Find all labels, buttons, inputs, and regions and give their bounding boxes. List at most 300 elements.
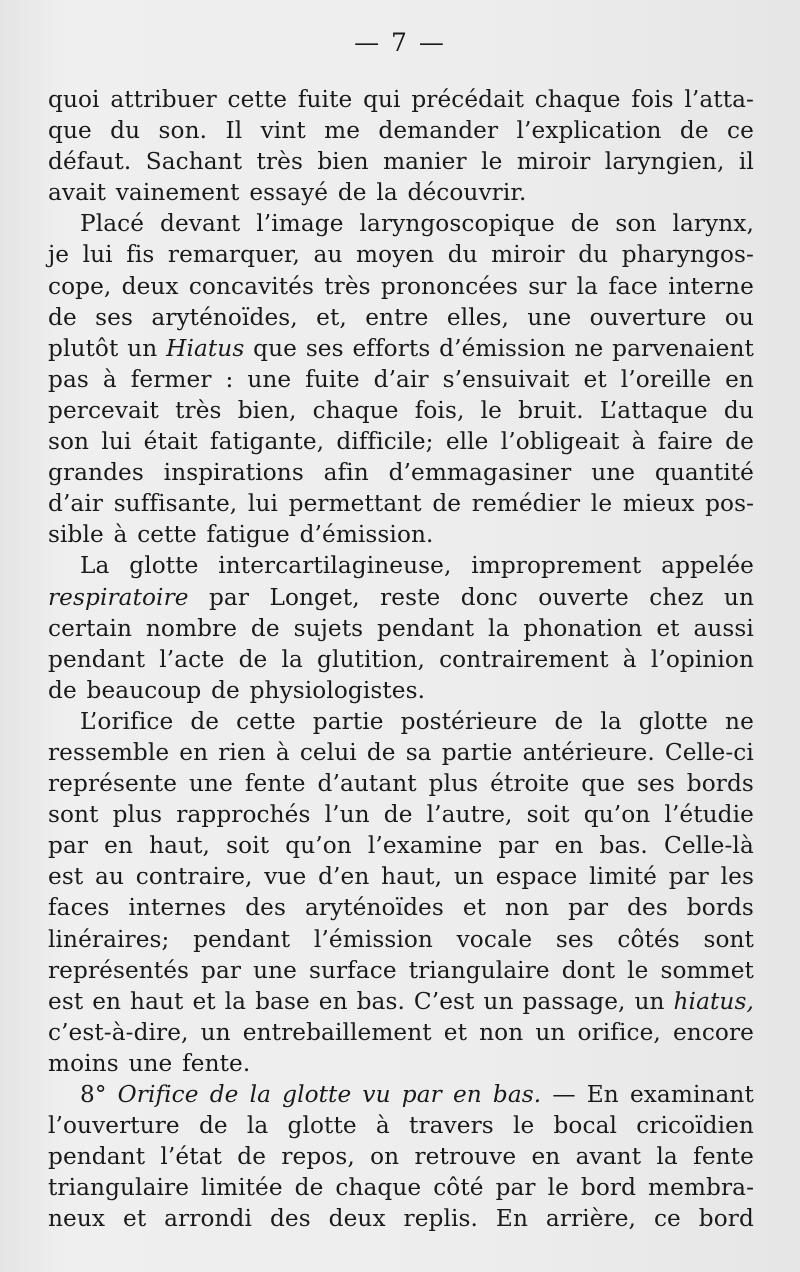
word: pendant: [48, 1143, 146, 1171]
word: pas: [48, 365, 89, 393]
word: vocale: [456, 925, 533, 953]
page-number: — 7 —: [354, 28, 446, 57]
word: entrebaillement: [242, 1018, 432, 1046]
word: sont: [48, 801, 99, 829]
word: encore: [672, 1018, 754, 1046]
word: dont: [561, 956, 616, 984]
word: de: [725, 428, 754, 456]
word: bords: [686, 894, 754, 922]
word: sont: [703, 925, 754, 953]
word: l’émission: [313, 925, 433, 953]
word: en: [318, 987, 348, 1015]
word: suffisante,: [113, 490, 238, 518]
text-line: [48, 146, 754, 177]
word: par: [201, 956, 242, 984]
word: grandes: [48, 459, 144, 487]
text-line: [48, 675, 754, 706]
word: de: [238, 645, 268, 673]
word: aryténoïdes: [304, 894, 444, 922]
word: L’orifice: [80, 707, 174, 735]
word: pos-: [705, 490, 754, 518]
word: internes: [128, 894, 227, 922]
word: espace: [495, 863, 578, 891]
word: ses: [555, 925, 594, 953]
word: à: [113, 521, 128, 549]
word: du: [578, 241, 609, 269]
word: ses: [95, 303, 133, 331]
word: par: [401, 1081, 442, 1108]
word: physiologistes.: [249, 676, 426, 704]
word: antérieure.: [522, 738, 655, 766]
word: sa: [405, 738, 432, 766]
word: l’examine: [367, 832, 483, 860]
word: côtés: [617, 925, 680, 953]
text-line: [48, 986, 754, 1017]
word: est: [48, 863, 84, 891]
word: quoi: [48, 86, 100, 113]
word: appelée: [661, 552, 754, 580]
text-line: [48, 892, 754, 923]
word: L’attaque: [599, 396, 708, 424]
word: on: [370, 1143, 400, 1171]
word: partie: [441, 738, 513, 766]
word: de: [211, 676, 240, 704]
word: le: [590, 490, 613, 518]
word: étroite: [490, 770, 570, 798]
text-line: [48, 613, 754, 644]
word: et: [656, 614, 680, 642]
word: base: [255, 987, 310, 1015]
word: une: [189, 770, 233, 798]
word: fente: [693, 1143, 754, 1171]
word: vu: [362, 1081, 391, 1108]
word: haut,: [381, 863, 443, 891]
word: inspirations: [163, 459, 304, 487]
word: d’émission: [439, 334, 566, 362]
word: la: [576, 272, 599, 300]
word: partie: [312, 707, 384, 735]
word: de: [679, 117, 709, 145]
word: fermer: [130, 365, 212, 393]
word: demander: [378, 117, 499, 145]
word: pendant: [193, 925, 291, 953]
text-line: [48, 582, 754, 613]
word: concavités: [188, 272, 314, 300]
word: fuite: [305, 365, 360, 393]
text-line: [48, 488, 754, 519]
word: sujets: [293, 614, 364, 642]
word: ressemble: [48, 738, 170, 766]
word: elle: [445, 428, 489, 456]
word: en: [452, 1081, 482, 1108]
word: pendant: [48, 645, 146, 673]
word: par: [668, 863, 709, 891]
word: soit: [526, 801, 570, 829]
word: neux: [48, 1205, 106, 1233]
word: difficile;: [336, 428, 434, 456]
word: représentés: [48, 956, 190, 984]
word: un: [723, 583, 754, 611]
word: glotte: [129, 552, 199, 580]
word: faire: [657, 428, 713, 456]
word: ne: [574, 334, 604, 362]
word: chaque: [534, 86, 621, 113]
word: par: [48, 832, 89, 860]
word: examinant: [629, 1081, 754, 1108]
word: sommet: [660, 956, 754, 984]
word: que: [48, 117, 92, 145]
text-line: [48, 333, 754, 364]
word: de: [250, 614, 280, 642]
text-line: [48, 955, 754, 986]
word: fente.: [182, 1049, 251, 1077]
word: son: [48, 428, 90, 456]
text-line: [48, 924, 754, 955]
word: Placé: [80, 210, 145, 238]
word: bien: [317, 148, 369, 176]
word: du: [723, 396, 754, 424]
word: par: [568, 894, 609, 922]
word: orifice,: [577, 1018, 661, 1046]
word: haut,: [149, 832, 211, 860]
word: haut: [130, 987, 184, 1015]
text-line: [48, 426, 754, 457]
word: deux: [121, 272, 179, 300]
word: improprement: [471, 552, 642, 580]
word: passage,: [522, 987, 626, 1015]
word: qu’on: [285, 832, 352, 860]
word: miroir: [516, 148, 591, 176]
word: l’étudie: [664, 801, 754, 829]
word: l’opinion: [650, 645, 754, 673]
word: glotte: [287, 1112, 357, 1140]
word: travers: [409, 1112, 494, 1140]
word: reste: [380, 583, 441, 611]
word: intercartilagineuse,: [218, 552, 452, 580]
word: afin: [323, 459, 369, 487]
text-line: [48, 830, 754, 861]
word: La: [80, 552, 110, 580]
word: moyen: [355, 241, 435, 269]
word: cricoïdien: [636, 1112, 754, 1140]
text-line: [48, 302, 754, 333]
word: remarquer,: [167, 241, 301, 269]
word: fuite: [297, 86, 353, 113]
word: vint: [260, 117, 306, 145]
word: plus: [112, 801, 163, 829]
word: nombre: [145, 614, 238, 642]
word: au: [95, 863, 124, 891]
word: lui: [101, 428, 132, 456]
word: de: [554, 707, 584, 735]
word: fatigue: [206, 521, 290, 549]
word: chez: [649, 583, 704, 611]
text-line: [48, 550, 754, 581]
word: entre: [365, 303, 429, 331]
word: :: [225, 365, 234, 393]
word: ses: [637, 770, 675, 798]
word: moins: [48, 1049, 119, 1077]
word: Orifice: [117, 1081, 199, 1108]
word: un: [127, 334, 158, 362]
word: et: [583, 365, 607, 393]
word: triangulaire: [48, 1174, 190, 1202]
word: une: [253, 956, 297, 984]
word: à: [275, 738, 290, 766]
word: l’un: [324, 801, 370, 829]
text-line: [48, 457, 754, 488]
word: l’explication: [516, 117, 662, 145]
word: était: [143, 428, 198, 456]
word: En: [586, 1081, 619, 1108]
word: des: [627, 894, 668, 922]
word: non: [505, 894, 550, 922]
word: d’emmagasiner: [388, 459, 572, 487]
word: Celle-ci: [664, 738, 754, 766]
word: fente: [244, 770, 306, 798]
word: et: [192, 987, 216, 1015]
word: à: [102, 365, 117, 393]
word: qui: [363, 86, 401, 113]
word: ne: [725, 707, 754, 735]
word: d’en: [318, 863, 370, 891]
word: percevait: [48, 396, 159, 424]
word: très: [175, 396, 222, 424]
word: en: [554, 832, 584, 860]
word: bruit.: [518, 396, 584, 424]
word: ou: [724, 303, 754, 331]
word: découvrir.: [407, 179, 527, 207]
word: bocal: [553, 1112, 618, 1140]
text-line: [48, 861, 754, 892]
word: l’oreille: [620, 365, 712, 393]
word: et: [462, 894, 487, 922]
word: la: [281, 645, 303, 673]
word: donc: [460, 583, 518, 611]
word: plutôt: [48, 334, 119, 362]
word: en: [725, 365, 754, 393]
word: l’atta-: [684, 86, 754, 113]
text-line: [48, 1048, 754, 1079]
word: glutition,: [317, 645, 425, 673]
word: lui: [247, 490, 278, 518]
word: miroir: [491, 241, 565, 269]
text-line: [48, 519, 754, 550]
word: pharyngos-: [621, 241, 754, 269]
word: bas.: [599, 832, 648, 860]
word: ouverture: [589, 303, 707, 331]
body-text: [48, 84, 754, 1234]
word: attribuer: [110, 86, 217, 113]
word: aryténoïdes,: [151, 303, 298, 331]
word: le: [547, 1174, 569, 1202]
word: de: [570, 210, 600, 238]
word: fatigante,: [209, 428, 325, 456]
word: cette: [236, 707, 296, 735]
word: le: [512, 1112, 535, 1140]
word: non: [479, 1018, 524, 1046]
word: l’acte: [159, 645, 225, 673]
word: soit: [226, 832, 270, 860]
word: s’ensuivait: [442, 365, 570, 393]
word: arrondi: [164, 1205, 253, 1233]
text-line: [48, 239, 754, 270]
word: défaut.: [48, 148, 132, 176]
word: limitée: [200, 1174, 283, 1202]
word: du: [110, 117, 141, 145]
word: limité: [589, 863, 657, 891]
word: par: [495, 1174, 536, 1202]
word: les: [720, 863, 754, 891]
word: de: [198, 1112, 228, 1140]
word: et,: [316, 303, 347, 331]
word: efforts: [352, 334, 431, 362]
text-line: [48, 84, 754, 115]
word: en: [104, 832, 134, 860]
word: la: [600, 707, 622, 735]
word: postérieure: [400, 707, 538, 735]
word: mieux: [622, 490, 695, 518]
text-line: [48, 115, 754, 146]
word: la: [656, 1143, 678, 1171]
word: d’autant: [317, 770, 417, 798]
word: la: [224, 987, 247, 1015]
word: la: [249, 1081, 272, 1108]
word: d’émission.: [299, 521, 434, 549]
word: au: [313, 241, 343, 269]
word: côté: [433, 1174, 484, 1202]
word: sible: [48, 521, 104, 549]
text-line: [48, 395, 754, 426]
word: ouverte: [538, 583, 629, 611]
word: me: [324, 117, 361, 145]
word: plus: [428, 770, 479, 798]
word: l’image: [256, 210, 344, 238]
word: du: [447, 241, 478, 269]
word: cope,: [48, 272, 112, 300]
word: un: [200, 1018, 231, 1046]
word: bords: [686, 770, 754, 798]
text-line: [48, 1079, 754, 1110]
word: de: [294, 1174, 324, 1202]
word: deux: [328, 1205, 386, 1233]
word: celui: [299, 738, 357, 766]
word: à: [375, 1112, 390, 1140]
word: à: [622, 645, 637, 673]
word: une: [247, 365, 292, 393]
word: parvenaient: [612, 334, 754, 362]
text-line: [48, 1141, 754, 1172]
text-line: [48, 799, 754, 830]
word: —: [552, 1081, 576, 1108]
word: des: [269, 1205, 311, 1233]
word: un: [634, 987, 665, 1015]
word: surface: [308, 956, 397, 984]
word: l’obligeait: [500, 428, 620, 456]
word: Il: [225, 117, 243, 145]
word: aussi: [693, 614, 754, 642]
word: par: [208, 583, 250, 611]
word: cette: [137, 521, 197, 549]
word: contrairement: [439, 645, 609, 673]
word: laryngoscopique: [359, 210, 555, 238]
word: de: [337, 179, 367, 207]
word: c’est-à-dire,: [48, 1018, 189, 1046]
word: très: [324, 272, 371, 300]
word: en: [179, 738, 209, 766]
word: pendant: [377, 614, 475, 642]
word: vainement: [115, 179, 240, 207]
word: manier: [383, 148, 467, 176]
word: l’état: [160, 1143, 222, 1171]
word: permettant: [288, 490, 422, 518]
text-line: [48, 364, 754, 395]
word: vue: [264, 863, 307, 891]
word: elles,: [446, 303, 510, 331]
word: représente: [48, 770, 178, 798]
word: sur: [528, 272, 567, 300]
word: Sachant: [145, 148, 243, 176]
word: replis.: [403, 1205, 478, 1233]
word: membra-: [648, 1174, 754, 1202]
word: l’ouverture: [48, 1112, 180, 1140]
word: bien,: [237, 396, 297, 424]
word: la: [488, 614, 510, 642]
word: et: [443, 1018, 468, 1046]
word: des: [245, 894, 286, 922]
word: devant: [160, 210, 241, 238]
word: bas.: [492, 1081, 542, 1108]
word: linéraires;: [48, 925, 170, 953]
word: un: [453, 863, 484, 891]
word: chaque: [312, 396, 399, 424]
word: Hiatus: [166, 334, 245, 362]
word: chaque: [335, 1174, 422, 1202]
word: l’autre,: [426, 801, 513, 829]
word: de: [366, 738, 396, 766]
word: glotte: [282, 1081, 352, 1108]
word: bord: [698, 1205, 754, 1233]
word: en: [92, 987, 122, 1015]
word: larynx,: [672, 210, 754, 238]
word: fis: [126, 241, 155, 269]
word: en: [531, 1143, 561, 1171]
word: 8°: [80, 1081, 107, 1108]
word: Celle-là: [663, 832, 754, 860]
word: la: [376, 179, 398, 207]
word: que: [581, 770, 626, 798]
word: d’air: [48, 490, 104, 518]
text-line: [48, 177, 754, 208]
word: prononcées: [380, 272, 518, 300]
word: faces: [48, 894, 110, 922]
word: remédier: [471, 490, 581, 518]
word: cette: [227, 86, 288, 113]
word: avait: [48, 179, 106, 207]
word: avant: [575, 1143, 642, 1171]
word: qu’on: [583, 801, 651, 829]
word: une: [128, 1049, 173, 1077]
word: je: [48, 241, 70, 269]
word: C’est: [413, 987, 475, 1015]
word: Longet,: [269, 583, 360, 611]
text-line: [48, 1203, 754, 1234]
word: de: [209, 1081, 239, 1108]
word: très: [256, 148, 303, 176]
text-line: [48, 706, 754, 737]
word: hiatus,: [673, 987, 754, 1015]
text-line: [48, 1110, 754, 1141]
